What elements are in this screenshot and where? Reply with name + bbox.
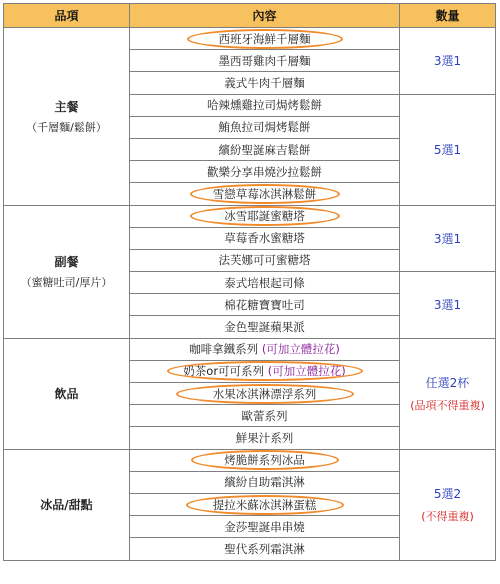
menu-item	[130, 383, 400, 405]
menu-item-label: 鮮果汁系列	[235, 430, 294, 445]
menu-item	[130, 538, 400, 560]
menu-item-label: 奶茶or可可系列	[183, 364, 265, 379]
menu-item-label: 金莎聖誕串串燒	[224, 519, 305, 534]
quantity-label: 3選1	[433, 54, 462, 69]
menu-item-label: 草莓香水蜜糖塔	[224, 231, 305, 246]
header-quantity: 數量	[400, 4, 496, 28]
menu-item-label: 金色聖誕蘋果派	[224, 320, 305, 335]
quantity-label: 5選1	[433, 143, 462, 158]
menu-item-label: 冰雪耶誕蜜糖塔	[224, 209, 305, 224]
quantity-main-group-1	[400, 28, 496, 95]
header-content: 內容	[130, 4, 400, 28]
table-row	[4, 449, 496, 471]
menu-item	[130, 338, 400, 360]
menu-item	[130, 405, 400, 427]
menu-item	[130, 493, 400, 515]
menu-item-label: 聖代系列霜淇淋	[224, 541, 305, 556]
menu-item-label: 烤脆餅系列冰品	[224, 453, 305, 468]
menu-item-label: 水果冰淇淋漂浮系列	[212, 386, 317, 401]
quantity-note: (不得重複)	[421, 510, 474, 524]
menu-item	[130, 272, 400, 294]
menu-item-label: 法芙娜可可蜜糖塔	[218, 253, 311, 268]
menu-item-label: 鮪魚拉司焗烤鬆餅	[218, 120, 311, 135]
quantity-side-group-1	[400, 205, 496, 272]
menu-item-label: 泰式培根起司條	[224, 275, 305, 290]
quantity-label: 5選2	[433, 487, 462, 502]
menu-item-label: 提拉米蘇冰淇淋蛋糕	[212, 497, 317, 512]
menu-item-label: 歐蕾系列	[241, 408, 288, 423]
menu-item	[130, 116, 400, 138]
quantity-label: 3選1	[433, 231, 462, 246]
quantity-main-group-2	[400, 94, 496, 205]
quantity-note: (品項不得重複)	[410, 399, 485, 413]
menu-item	[130, 516, 400, 538]
quantity-side-group-2	[400, 272, 496, 339]
menu-item	[130, 205, 400, 227]
menu-item-label: 雪戀草莓冰淇淋鬆餅	[212, 186, 317, 201]
quantity-label: 3選1	[433, 298, 462, 313]
menu-item	[130, 427, 400, 449]
menu-item-label: 咖啡拿鐵系列	[189, 342, 259, 357]
menu-item-note: (可加立體拉花)	[267, 364, 346, 379]
menu-item	[130, 72, 400, 94]
category-side	[4, 205, 130, 338]
menu-item	[130, 316, 400, 338]
header-category: 品項	[4, 4, 130, 28]
category-drinks-name: 飲品	[54, 387, 79, 402]
quantity-label: 任選2杯	[425, 376, 470, 391]
menu-item	[130, 94, 400, 116]
category-side-sub: （蜜糖吐司/厚片）	[20, 276, 113, 290]
header-row	[4, 4, 496, 28]
set-menu-table	[3, 3, 496, 561]
menu-item	[130, 449, 400, 471]
menu-item-label: 哈辣燻雞拉司焗烤鬆餅	[207, 98, 322, 113]
menu-item-note: (可加立體拉花)	[261, 342, 340, 357]
menu-item-label: 歡樂分享串燒沙拉鬆餅	[207, 164, 322, 179]
category-main	[4, 28, 130, 206]
menu-item	[130, 138, 400, 160]
menu-item-label: 繽紛自助霜淇淋	[224, 475, 305, 490]
category-dessert	[4, 449, 130, 560]
menu-item-label: 義式牛肉千層麵	[224, 75, 305, 90]
menu-item	[130, 249, 400, 271]
menu-item-label: 繽紛聖誕麻吉鬆餅	[218, 142, 311, 157]
menu-item-label: 墨西哥雞肉千層麵	[218, 53, 311, 68]
table-row	[4, 28, 496, 50]
table-row	[4, 205, 496, 227]
category-side-name: 副餐	[54, 255, 79, 270]
menu-item	[130, 28, 400, 50]
category-main-name: 主餐	[54, 99, 79, 114]
menu-item	[130, 183, 400, 205]
menu-item-label: 棉花糖寶寶吐司	[224, 297, 305, 312]
menu-item	[130, 360, 400, 382]
quantity-dessert	[400, 449, 496, 560]
menu-item	[130, 294, 400, 316]
category-main-sub: （千層麵/鬆餅）	[26, 120, 107, 134]
menu-item	[130, 471, 400, 493]
category-dessert-name: 冰品/甜點	[40, 498, 93, 513]
quantity-drinks	[400, 338, 496, 449]
menu-item	[130, 50, 400, 72]
menu-item	[130, 227, 400, 249]
menu-item-label: 西班牙海鮮千層麵	[218, 31, 311, 46]
menu-item	[130, 161, 400, 183]
table-row	[4, 338, 496, 360]
category-drinks	[4, 338, 130, 449]
